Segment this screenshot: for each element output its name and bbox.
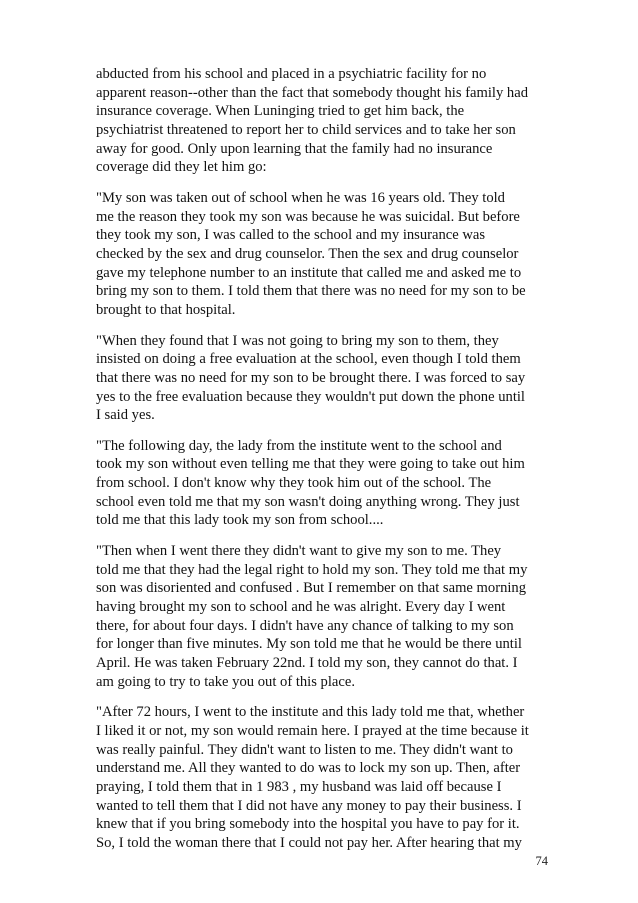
text-line: "Then when I went there they didn't want to give my son to me. They xyxy=(96,543,502,560)
paragraph-3 xyxy=(96,332,550,425)
text-line: understand me. All they wanted to do was to lock my son up. Then, after xyxy=(96,760,521,777)
text-line: apparent reason--other than the fact that somebody thought his family had xyxy=(96,84,529,101)
text-line: insurance coverage. When Luninging tried to get him back, the xyxy=(96,103,465,120)
text-line: there, for about four days. I didn't have any chance of talking to my son xyxy=(96,617,514,634)
text-line: "After 72 hours, I went to the institute and this lady told me that, whether xyxy=(96,704,525,721)
text-line: brought to that hospital. xyxy=(96,301,236,318)
body-text xyxy=(96,65,550,865)
text-line: son was disoriented and confused . But I remember on that same morning xyxy=(96,580,527,597)
text-line: from school. I don't know why they took him out of the school. The xyxy=(96,475,492,492)
text-line: they took my son, I was called to the school and my insurance was xyxy=(96,227,486,244)
paragraph-5 xyxy=(96,542,550,691)
text-line: was really painful. They didn't want to listen to me. They didn't want to xyxy=(96,741,513,758)
text-line: psychiatrist threatened to report her to child services and to take her son xyxy=(96,121,516,138)
text-line: "My son was taken out of school when he was 16 years old. They told xyxy=(96,189,505,206)
paragraph-6 xyxy=(96,703,550,852)
text-line: yes to the free evaluation because they wouldn't put down the phone until xyxy=(96,388,525,405)
text-line: me the reason they took my son was because he was suicidal. But before xyxy=(96,208,520,225)
text-line: "The following day, the lady from the institute went to the school and xyxy=(96,437,502,454)
paragraph-2 xyxy=(96,189,550,320)
text-line: gave my telephone number to an institute that called me and asked me to xyxy=(96,264,522,281)
page-number: 74 xyxy=(535,854,548,868)
text-line: wanted to tell them that I did not have any money to pay their business. I xyxy=(96,797,522,814)
text-line: that there was no need for my son to be brought there. I was forced to say xyxy=(96,369,526,386)
text-line: am going to try to take you out of this place. xyxy=(96,673,355,690)
text-line: having brought my son to school and he was alright. Every day I went xyxy=(96,599,506,616)
text-line: told me that this lady took my son from school.... xyxy=(96,512,384,529)
text-line: bring my son to them. I told them that there was no need for my son to be xyxy=(96,283,526,300)
text-line: praying, I told them that in 1 983 , my husband was laid off because I xyxy=(96,778,502,795)
text-line: checked by the sex and drug counselor. Then the sex and drug counselor xyxy=(96,245,519,262)
text-line: away for good. Only upon learning that the family had no insurance xyxy=(96,140,493,157)
text-line: insisted on doing a free evaluation at the school, even though I told them xyxy=(96,351,521,368)
text-line: knew that if you bring somebody into the hospital you have to pay for it. xyxy=(96,816,520,833)
text-line: for longer than five minutes. My son told me that he would be there until xyxy=(96,636,522,653)
text-line: So, I told the woman there that I could not pay her. After hearing that my xyxy=(96,834,522,851)
text-line: "When they found that I was not going to bring my son to them, they xyxy=(96,332,499,349)
text-line: I liked it or not, my son would remain here. I prayed at the time because it xyxy=(96,723,529,739)
text-line: abducted from his school and placed in a psychiatric facility for no xyxy=(96,66,487,82)
paragraph-4 xyxy=(96,437,550,530)
text-line: took my son without even telling me that they were going to take out him xyxy=(96,456,525,473)
text-line: school even told me that my son wasn't doing anything wrong. They just xyxy=(96,493,520,510)
text-line: told me that they had the legal right to hold my son. They told me that my xyxy=(96,561,528,578)
text-line: April. He was taken February 22nd. I told my son, they cannot do that. I xyxy=(96,655,518,672)
text-line: coverage did they let him go: xyxy=(96,159,267,176)
text-line: I said yes. xyxy=(96,407,155,424)
paragraph-1 xyxy=(96,65,550,177)
